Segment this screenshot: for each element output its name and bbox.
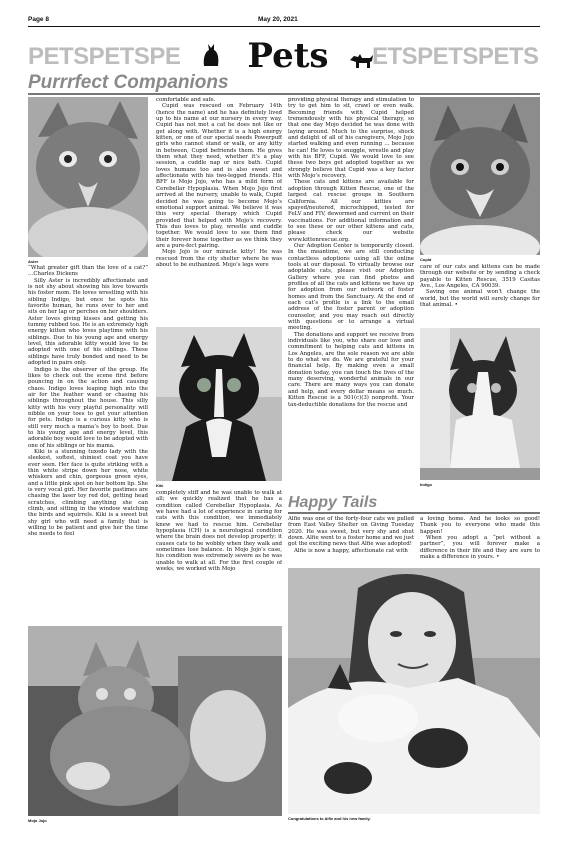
article-column-2-top xyxy=(156,97,282,325)
paragraph: Indigo is the observer of the group. He likes to check out the scene first before pouncing in on the action and causing chaos. Indigo loves leaping high into the air for the feather wand or chasing his siblings throughout the house. This silly kitty with his very playful personality will nibble on your toes to get your attention for pets. Indigo is a curious kitty who is still very much a mama’s boy to boot. Due to his young age and energy level, this adorable boy would love to be adopted with one of his siblings or his mama. xyxy=(28,366,148,449)
paragraph: When you adopt a “pet without a partner”, you will forever make a difference in their life and they are sure to make a difference in yours. • xyxy=(420,535,540,561)
article-column-3 xyxy=(288,97,414,487)
paragraph: providing physical therapy and stimulation to try to get him to sit, crawl or even walk. Becoming friends with Cupid helped tremendously with his physical therapy, so that one day Mojo decided he was done with laying around. Much to the surprise, shock and delight of all of his caregivers, Mojo Jojo started walking and even running … because he can! He loves to snuggle, wrestle and play with his BFF, Cupid. We would love to see these two boys get adopted together as we strongly believe that Cupid was a key factor with Mojo’s recovery. xyxy=(288,97,414,180)
paragraph: Kiki is a stunning tuxedo lady with the sleekest, softest, shiniest coat you have ever seen. Her face is quite striking with a thin white stripe down her nose, white whiskers and chin, gorgeous green eyes, and a little pink spot on her bottom lip. She is very vocal girl. Her favorite pastimes are chasing the laser toy red dot, getting head scratches, climbing anything she can climb, and sitting in the window watching the birds and squirrels. Kiki is a sweet but shy girl who will need a family that is willing to be patient and give her the time she needs to feel xyxy=(28,448,148,538)
header-rule xyxy=(28,26,540,27)
paragraph: Our Adoption Center is temporarily closed. In the meantime, we are still conducting contactless adoptions using all the online tools at our disposal. To virtually browse our adoptable cats, please visit our Adoption Gallery where you can find photos and profiles of all the cats and kittens we have up for adoption from our network of foster homes and from the Sanctuary. At the end of each cat’s profile is a link to the email address of the foster parent or adoption counselor, and you may reach out directly with questions or to arrange a virtual meeting. xyxy=(288,242,414,332)
happy-tails-rule xyxy=(288,512,540,514)
paragraph: a loving home. And he looks so good! Thank you to everyone who made this happen! xyxy=(420,516,540,535)
aster-photo xyxy=(28,97,148,257)
cupid-caption: Cupid xyxy=(420,257,432,262)
masthead-right-words: ETSPETSPETS xyxy=(372,43,539,70)
dog-silhouette-icon xyxy=(350,52,374,68)
section-title-happy-tails: Happy Tails xyxy=(288,494,378,511)
kiki-caption: Kiki xyxy=(156,483,164,488)
happy-tails-column-2 xyxy=(420,516,540,564)
mojo-jojo-caption: Mojo Jojo xyxy=(28,818,47,823)
alfie-photo xyxy=(288,568,540,814)
indigo-photo xyxy=(420,328,540,480)
kiki-photo xyxy=(156,327,282,481)
article-column-1 xyxy=(28,265,148,621)
paragraph: Cupid was rescued on February 14th (hence the name) and he has definitely lived up to his name at our nursery in every way. Cupid has not met a cat he does not like or get along with. Whether it is a high energy kitten, or one of our special needs Powerpuff girls who cannot stand or walk, or any kitty in between, Cupid befriends them. He gives them what they need, whether it’s a play session, a cuddle nap or nice bath. Cupid loves humans too and is also sweet and affectionate with his two-legged friends. His BFF is Mojo Jojo, who has a mild form of Cerebellar Hypoplasia. When Mojo Jojo first arrived at the nursery, unable to walk, Cupid decided he was going to become Mojo’s emotional support animal. We believe it was this very special therapy which Cupid provided that helped with Mojo’s recovery. This duo loves to play, wrestle and cuddle together. We would love to see them find their forever home together as we think they are a pure-fect pairing. xyxy=(156,103,282,249)
article-column-4 xyxy=(420,264,540,326)
page-number: Page 8 xyxy=(28,16,49,23)
mojo-jojo-photo xyxy=(28,626,282,816)
paragraph: care of our cats and kittens can be made through our website or by sending a check payable to Kitten Rescue, 3519 Casitas Ave., Los Angeles, CA 90039. xyxy=(420,264,540,290)
aster-caption: Aster xyxy=(28,259,39,264)
cupid-photo xyxy=(420,97,540,255)
paragraph: comfortable and safe. xyxy=(156,97,216,103)
cat-silhouette-icon xyxy=(200,42,222,66)
paragraph: “What greater gift than the love of a cat?” …Charles Dickens xyxy=(28,265,148,278)
alfie-caption: Congratulations to Alfie and his new family. xyxy=(288,816,371,821)
masthead-left-words: PETSPETSPE xyxy=(28,43,181,70)
section-rule xyxy=(28,93,540,95)
paragraph: completely stiff and he was unable to walk at all; we quickly realized that he has a condition called Cerebellar Hypoplasia. As we have had a lot of experience in caring for cats with this condition, we immediately knew we had to rescue him. Cerebellar hypoplasia (CH) is a neurological condition where the brain does not develop properly; it causes cats to be wobbly when they walk and sometimes lose balance. In Mojo Jojo’s case, his condition was extremely severe as he was unable to walk at all. For the first couple of weeks, we worked with Mojo xyxy=(156,490,282,573)
section-title-purrrfect: Purrrfect Companions xyxy=(28,72,229,93)
paragraph: Silly Aster is incredibly affectionate and is not shy about showing his love towards his foster mom. He loves wrestling with his sibling Indigo, but once he spots his favorite human, he runs over to her and sits on her lap or perches on her shoulders. Aster loves giving kisses and getting his tummy rubbed too. He is an extremely high energy kitten who loves playtime with his siblings. Due to his young age and energy level, this adorable kitty would love to be adopted with one of his siblings. These siblings have truly bonded and need to be adopted in pairs only. xyxy=(28,277,148,367)
masthead xyxy=(28,36,540,76)
article-column-2-bottom xyxy=(156,490,282,622)
issue-date: May 20, 2021 xyxy=(258,16,298,23)
paragraph: The donations and support we receive from individuals like you, who share our love and commitment to helping cats and kittens in Los Angeles, are the sole reason we are able to do what we do. We are grateful for your financial help. By making even a small donation today, you can touch the lives of the many deserving, wonderful animals in our care. There are many ways you can donate and help, and every dollar means so much. Kitten Rescue is a 501(c)(3) nonprofit. Your tax-deductible donations for the rescue and xyxy=(288,331,414,408)
paragraph: These cats and kittens are available for adoption through Kitten Rescue, one of the largest cat rescue groups in Southern California. All our kitties are spayed/neutered, microchipped, tested for FeLV and FIV, dewormed and current on their vaccinations. For additional information and to see these or our other kittens and cats, please check our website www.kittenrescue.org. xyxy=(288,179,414,243)
paragraph: Alfie was one of the forty-four cats we pulled from East Valley Shelter on Giving Tuesday 2020. He was sweet, but very shy and shut down. Alfie went to a foster home and we just got the exciting news that Alfie was adopted! xyxy=(288,516,414,548)
indigo-caption: Indigo xyxy=(420,482,432,487)
paragraph: Saving one animal won’t change the world, but the world will surely change for that animal. • xyxy=(420,289,540,309)
paragraph: Alfie is now a happy, affectionate cat with xyxy=(294,547,408,554)
masthead-title: Pets xyxy=(247,36,329,76)
happy-tails-column-1 xyxy=(288,516,414,564)
paragraph: Mojo Jojo is our miracle kitty! He was rescued from the city shelter where he was about to be euthanized. Mojo’s legs were xyxy=(156,249,282,268)
